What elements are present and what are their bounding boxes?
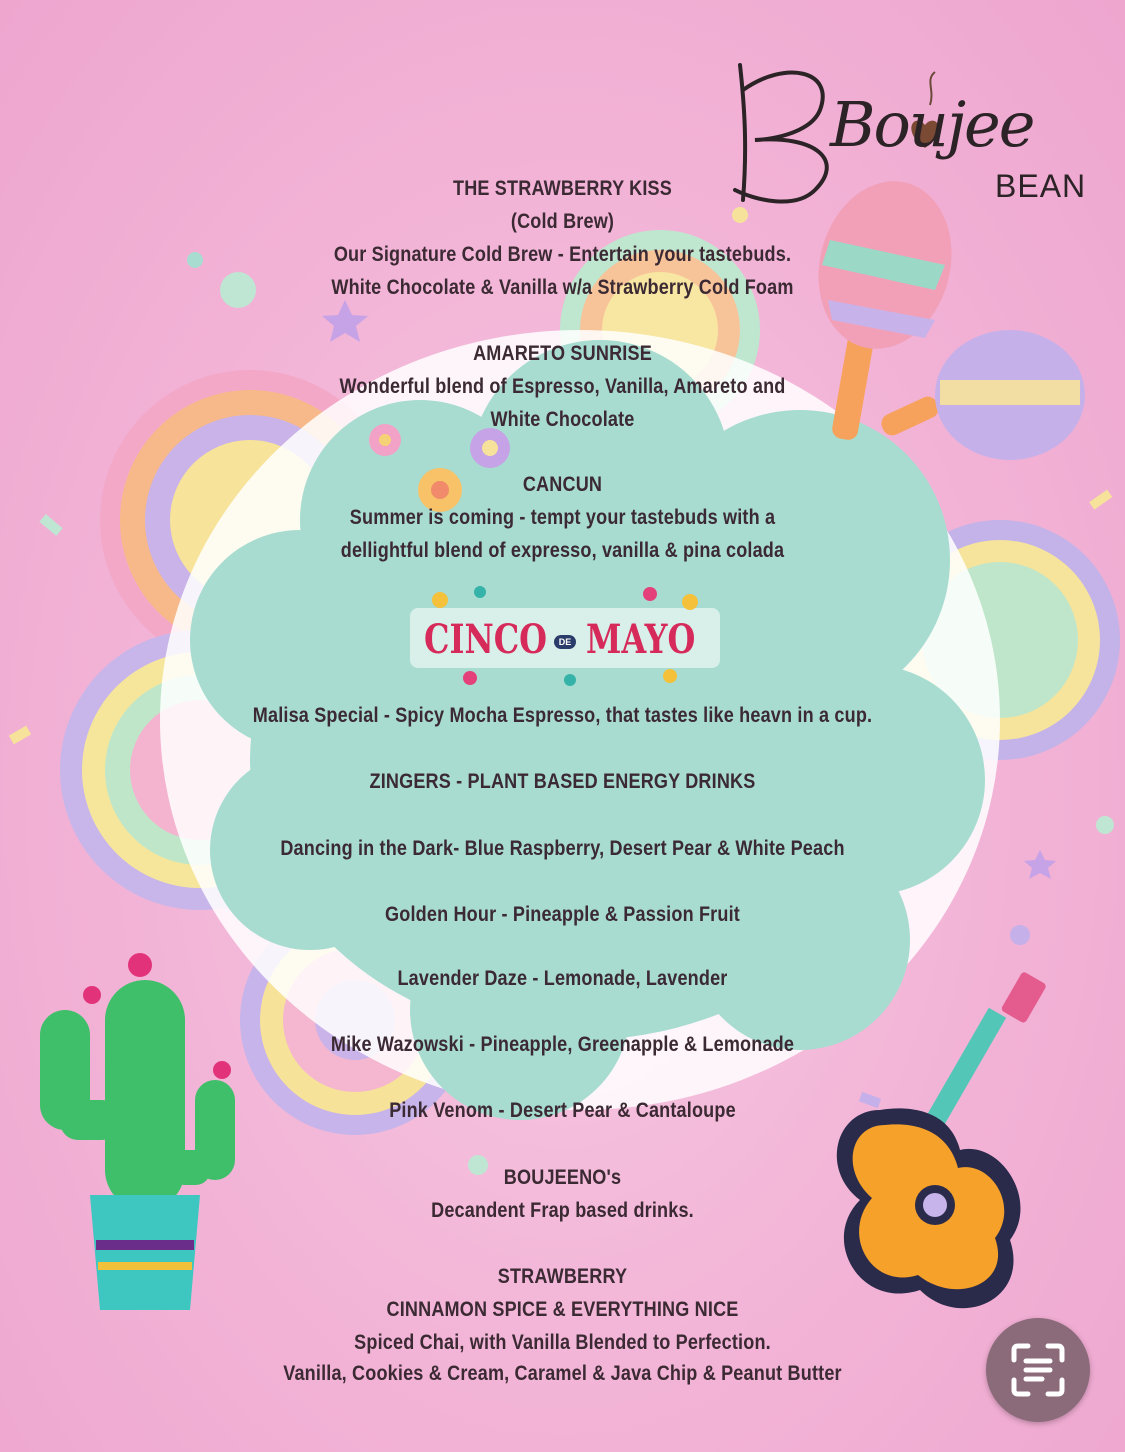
scan-text-icon — [986, 1318, 1090, 1422]
logo-wordmark: Boujee — [830, 88, 1034, 161]
item-title: AMARETO SUNRISE — [473, 342, 652, 365]
item-title: CANCUN — [522, 473, 603, 496]
item-description: dellightful blend of expresso, vanilla & pina colada — [340, 539, 785, 562]
drink-item: Lavender Daze - Lemonade, Lavender — [397, 967, 728, 990]
item-description: Spiced Chai, with Vanilla Blended to Perfection. — [354, 1331, 771, 1354]
banner-text-mid: DE — [554, 635, 576, 649]
item-description: Decandent Frap based drinks. — [431, 1199, 694, 1222]
banner-text-left: CINCO — [424, 616, 548, 663]
special-item: Malisa Special - Spicy Mocha Espresso, that tastes like heavn in a cup. — [252, 704, 873, 727]
drink-item: Mike Wazowski - Pineapple, Greenapple & Lemonade — [330, 1033, 795, 1056]
item-description: Our Signature Cold Brew - Entertain your tastebuds. — [333, 243, 792, 266]
item-description: White Chocolate & Vanilla w/a Strawberry Cold Foam — [331, 276, 794, 299]
section-heading: ZINGERS - PLANT BASED ENERGY DRINKS — [369, 770, 756, 793]
logo-subtext: BEAN — [995, 168, 1087, 204]
flavor-list: Vanilla, Cookies & Cream, Caramel & Java Chip & Peanut Butter — [283, 1362, 842, 1385]
drink-item: Golden Hour - Pineapple & Passion Fruit — [385, 903, 740, 926]
banner-text-right: MAYO — [586, 616, 696, 663]
drink-item: Pink Venom - Desert Pear & Cantaloupe — [389, 1099, 736, 1122]
item-title: CINNAMON SPICE & EVERYTHING NICE — [386, 1298, 739, 1321]
section-heading: BOUJEENO's — [503, 1166, 622, 1189]
cactus-icon — [40, 953, 235, 1310]
item-description: Summer is coming - tempt your tastebuds with a — [349, 506, 776, 529]
scan-text-button[interactable] — [986, 1318, 1090, 1422]
item-subtitle: (Cold Brew) — [510, 210, 615, 233]
item-description: White Chocolate — [490, 408, 635, 431]
drink-item: Dancing in the Dark- Blue Raspberry, Desert Pear & White Peach — [280, 837, 845, 860]
item-title: THE STRAWBERRY KISS — [452, 177, 673, 200]
item-description: Wonderful blend of Espresso, Vanilla, Amareto and — [339, 375, 786, 398]
cinco-de-mayo-banner — [410, 580, 720, 690]
item-title: STRAWBERRY — [497, 1265, 628, 1288]
